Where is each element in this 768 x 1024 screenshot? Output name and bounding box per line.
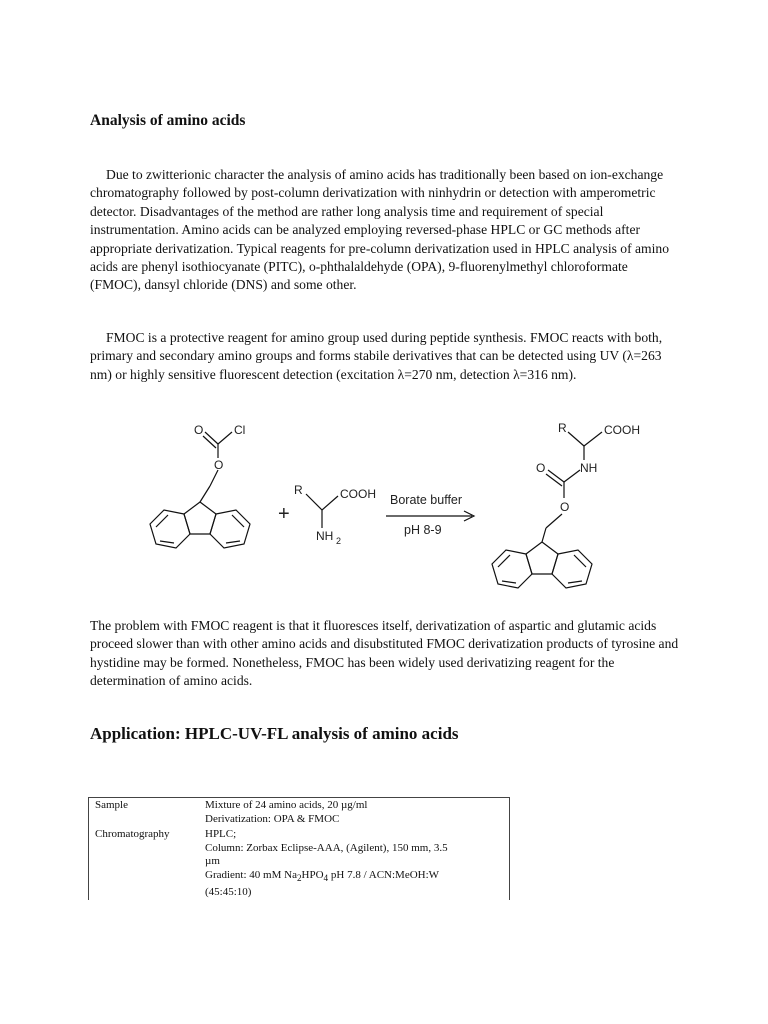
table-row [89,798,510,828]
aa-r: R [294,483,303,497]
prod-n-c-bond [564,470,580,482]
gradient-sub-1: 2 [296,873,302,884]
fmoc-c-cl-bond [218,432,232,444]
sample-label: Sample [95,799,128,811]
prod-co-double-bond [546,474,562,486]
sample-value [199,798,510,828]
chromatography-label: Chromatography [95,828,170,841]
application-heading: Application: HPLC-UV-FL analysis of amino acids [90,724,459,743]
chrom-method: HPLC; [205,828,237,841]
prod-r-bond [568,432,584,446]
fmoc-paragraph: FMOC is a protective reagent for amino group used during peptide synthesis. FMOC reacts with both, primary and secondary amino groups and forms stabile derivatives that can be detected using UV (λ=263 nm) or highly sensitive fluorescent detection (excitation λ=270 nm, detection λ=316 nm). [90,330,663,382]
chrom-gradient-ratio: (45:45:10) [205,885,252,898]
fmoc-o-ch2-bond [210,470,218,486]
fmoc-co-bond [205,432,218,444]
sample-derivatization: Derivatization: OPA & FMOC [205,812,340,825]
conditions-table [88,797,510,900]
sample-mixture: Mixture of 24 amino acids, 20 µg/ml [205,799,368,811]
prod-co-bond [548,470,564,482]
table-row [89,827,510,900]
problem-paragraph: The problem with FMOC reagent is that it fluoresces itself, derivatization of aspartic and glutamic acids proceed slower than with other amino acids and disubstituted FMOC derivatization products of tyrosine and hystidine may be formed. Nonetheless, FMOC has been widely used derivatizing reagent for the determination of amino acids. [90,618,679,689]
fmoc-cl: Cl [234,423,246,437]
conditions-borate-buffer: Borate buffer [390,493,463,507]
conditions-ph: pH 8-9 [404,523,442,537]
chrom-gradient [205,869,503,886]
gradient-text-c: pH 7.8 / ACN:MeOH:W [328,868,440,881]
prod-cooh: COOH [604,423,640,437]
chrom-column-cont: µm [205,855,220,868]
reaction-scheme [110,410,670,610]
prod-nh: NH [580,461,598,475]
prod-cooh-bond [584,432,602,446]
aa-cooh-bond [322,496,338,510]
gradient-sub-2: 4 [323,873,329,884]
fmoc-ether-o: O [214,458,224,472]
intro-paragraph: Due to zwitterionic character the analysis of amino acids has traditionally been based on ion-exchange chromatography followed by post-column derivatization with ninhydrin or detection with amperometric detector. Disadvantages of the method are rather long analysis time and requirement of special instrumentation. Amino acids can be analyzed employing reversed-phase HPLC or GC methods after appropriate derivatization. Typical reagents for pre-column derivatization used in HPLC analysis of amino acids are phenyl isothiocyanate (PITC), o-phthalaldehyde (OPA), 9-fluorenylmethyl chloroformate (FMOC), dansyl chloride (DNS) and some other. [90,167,669,293]
aa-cooh: COOH [340,487,376,501]
prod-o-ch2-bond [546,514,562,528]
fmoc-ch2-ch-bond [200,486,210,502]
fmoc-co-double-bond [203,436,216,448]
fmoc-carbonyl-o: O [194,423,204,437]
prod-carbonyl-o: O [536,461,546,475]
aa-r-bond [306,494,322,510]
chromatography-value [199,827,510,900]
gradient-text-a: Gradient: 40 mM Na [205,868,297,881]
prod-ch2-ch-bond [542,528,546,542]
plus-sign: + [278,503,290,525]
aa-nh-subscript: 2 [336,536,342,546]
prod-r: R [558,421,567,435]
gradient-text-b: HPO [301,868,324,881]
chrom-column: Column: Zorbax Eclipse-AAA, (Agilent), 150 mm, 3.5 [205,841,448,854]
document-title: Analysis of amino acids [90,112,246,129]
aa-nh: NH [316,529,334,543]
prod-ether-o: O [560,500,570,514]
